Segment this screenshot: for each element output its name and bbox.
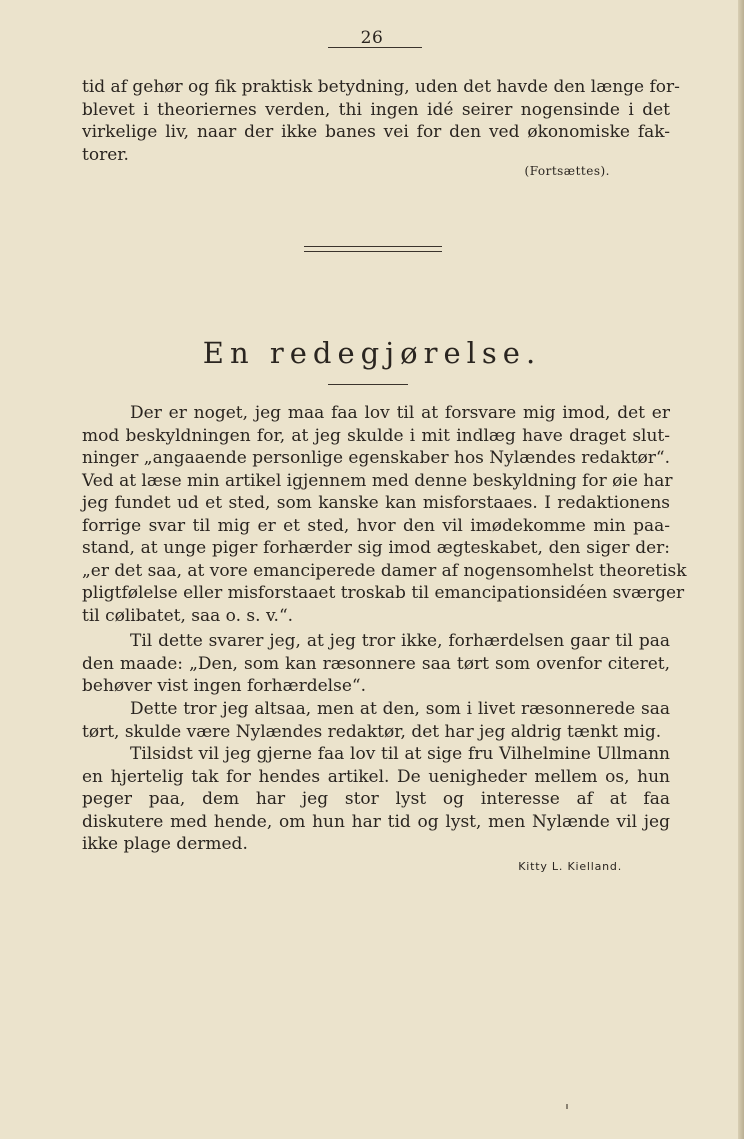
text-line: blevet i theoriernes verden, thi ingen idé seirer nogensinde i det — [82, 99, 670, 120]
text-line: den maade: „Den, som kan ræsonnere saa tørt som ovenfor citeret, — [82, 653, 670, 674]
article-title: En redegjørelse. — [202, 336, 542, 370]
text-line: Ved at læse min artikel igjennem med denne beskyldning for øie har — [82, 470, 673, 491]
text-line: forrige svar til mig er et sted, hvor den vil imødekomme min paa- — [82, 515, 670, 536]
text-line: til cølibatet, saa o. s. v.“. — [82, 605, 294, 626]
article-paragraph-1 — [82, 402, 687, 627]
section-divider — [304, 246, 442, 252]
article-paragraph-3 — [82, 698, 670, 743]
page-number: 26 — [360, 28, 384, 48]
article-paragraph-4 — [82, 743, 670, 856]
author-signature: Kitty L. Kielland. — [518, 860, 622, 873]
text-line: Til dette svarer jeg, at jeg tror ikke, forhærdelsen gaar til paa — [130, 631, 670, 651]
text-line: pligtfølelse eller misforstaaet troskab til emancipationsidéen sværger — [82, 583, 685, 603]
text-line: virkelige liv, naar der ikke banes vei for den ved økonomiske fak- — [82, 122, 670, 142]
text-line: ninger „angaaende personlige egenskaber hos Nylændes redaktør“. — [82, 448, 671, 468]
text-line: stand, at unge piger forhærder sig imod ægteskabet, den siger der: — [82, 538, 670, 558]
text-line: jeg fundet ud et sted, som kanske kan misforstaaes. I redaktionens — [82, 493, 670, 513]
text-line: diskutere med hende, om hun har tid og lyst, men Nylænde vil jeg — [82, 811, 670, 832]
text-line: Der er noget, jeg maa faa lov til at forsvare mig imod, det er — [130, 403, 670, 423]
text-line: Dette tror jeg altsaa, men at den, som i livet ræsonnerede saa — [130, 699, 670, 719]
text-line: „er det saa, at vore emanciperede damer af nogensomhelst theoretisk — [82, 560, 687, 581]
text-line: tørt, skulde være Nylændes redaktør, det har jeg aldrig tænkt mig. — [82, 721, 662, 742]
text-line: en hjertelig tak for hendes artikel. De uenigheder mellem os, hun — [82, 766, 670, 787]
previous-article-paragraph — [82, 76, 680, 166]
article-paragraph-2 — [82, 630, 670, 698]
title-rule — [328, 384, 408, 385]
text-line: behøver vist ingen forhærdelse“. — [82, 676, 366, 696]
text-line: Tilsidst vil jeg gjerne faa lov til at sige fru Vilhelmine Ullmann — [130, 744, 670, 764]
text-line: peger paa, dem har jeg stor lyst og interesse af at faa — [82, 789, 670, 809]
text-line: mod beskyldningen for, at jeg skulde i mit indlæg have draget slut- — [82, 425, 670, 446]
text-line: ikke plage dermed. — [82, 834, 248, 854]
page-number-rule — [328, 47, 422, 48]
text-line: tid af gehør og fik praktisk betydning, uden det havde den længe for- — [82, 77, 680, 97]
continuation-note: (Fortsættes). — [524, 164, 610, 178]
paper-speck — [566, 1104, 568, 1109]
text-line: torer. — [82, 144, 129, 165]
page-edge — [738, 0, 744, 1139]
